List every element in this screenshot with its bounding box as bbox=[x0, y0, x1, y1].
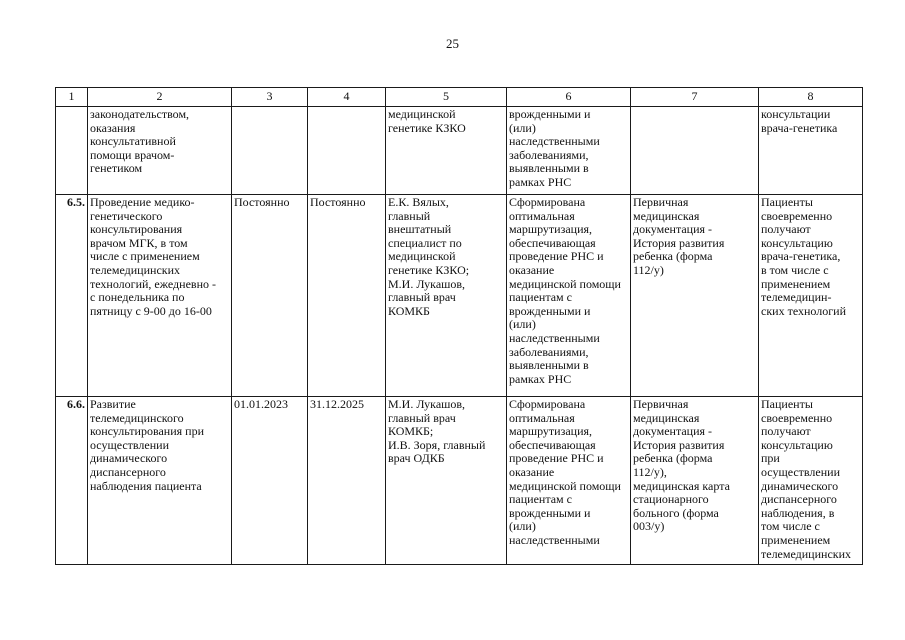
header-cell-4: 4 bbox=[308, 88, 386, 107]
row-number-cell bbox=[56, 107, 88, 195]
row-number-cell: 6.6. bbox=[56, 397, 88, 565]
event-cell: Проведение медико- генетического консультирования врачом МГК, в том числе с применением телемедицинских технологий, ежедневно - с понедельника по пятницу с 9-00 до 16-00 bbox=[88, 195, 232, 397]
header-cell-5: 5 bbox=[386, 88, 507, 107]
indicator-cell: консультации врача-генетика bbox=[759, 107, 863, 195]
responsible-cell: медицинской генетике КЗКО bbox=[386, 107, 507, 195]
start-date-cell: 01.01.2023 bbox=[232, 397, 308, 565]
event-cell: Развитие телемедицинского консультирования при осуществлении динамического диспансерного наблюдения пациента bbox=[88, 397, 232, 565]
responsible-cell: Е.К. Вялых, главный внештатный специалист по медицинской генетике КЗКО; М.И. Лукашов, главный врач КОМКБ bbox=[386, 195, 507, 397]
indicator-cell: Пациенты своевременно получают консультацию врача-генетика, в том числе с применением телемедицин- ских технологий bbox=[759, 195, 863, 397]
result-cell: Сформирована оптимальная маршрутизация, обеспечивающая проведение РНС и оказание медицинской помощи пациентам с врожденными и (или) наследственными bbox=[507, 397, 631, 565]
header-cell-2: 2 bbox=[88, 88, 232, 107]
header-cell-1: 1 bbox=[56, 88, 88, 107]
document-cell bbox=[631, 107, 759, 195]
row-number-cell: 6.5. bbox=[56, 195, 88, 397]
header-cell-8: 8 bbox=[759, 88, 863, 107]
plan-table bbox=[55, 87, 863, 565]
header-cell-6: 6 bbox=[507, 88, 631, 107]
result-cell: врожденными и (или) наследственными заболеваниями, выявленными в рамках РНС bbox=[507, 107, 631, 195]
start-date-cell bbox=[232, 107, 308, 195]
end-date-cell: Постоянно bbox=[308, 195, 386, 397]
document-cell: Первичная медицинская документация - История развития ребенка (форма 112/у), медицинская карта стационарного больного (форма 003/у) bbox=[631, 397, 759, 565]
end-date-cell bbox=[308, 107, 386, 195]
document-cell: Первичная медицинская документация - История развития ребенка (форма 112/у) bbox=[631, 195, 759, 397]
event-cell: законодательством, оказания консультативной помощи врачом- генетиком bbox=[88, 107, 232, 195]
header-cell-3: 3 bbox=[232, 88, 308, 107]
header-cell-7: 7 bbox=[631, 88, 759, 107]
table-row-6-6 bbox=[56, 397, 863, 565]
table-header-row bbox=[56, 88, 863, 107]
indicator-cell: Пациенты своевременно получают консультацию при осуществлении динамического диспансерного наблюдения, в том числе с применением телемедицинских bbox=[759, 397, 863, 565]
page-number: 25 bbox=[446, 36, 459, 51]
table-row-6-5 bbox=[56, 195, 863, 397]
start-date-cell: Постоянно bbox=[232, 195, 308, 397]
responsible-cell: М.И. Лукашов, главный врач КОМКБ; И.В. Зоря, главный врач ОДКБ bbox=[386, 397, 507, 565]
table-row-continuation bbox=[56, 107, 863, 195]
result-cell: Сформирована оптимальная маршрутизация, обеспечивающая проведение РНС и оказание медицинской помощи пациентам с врожденными и (или) наследственными заболеваниями, выявленными в рамках РНС bbox=[507, 195, 631, 397]
end-date-cell: 31.12.2025 bbox=[308, 397, 386, 565]
